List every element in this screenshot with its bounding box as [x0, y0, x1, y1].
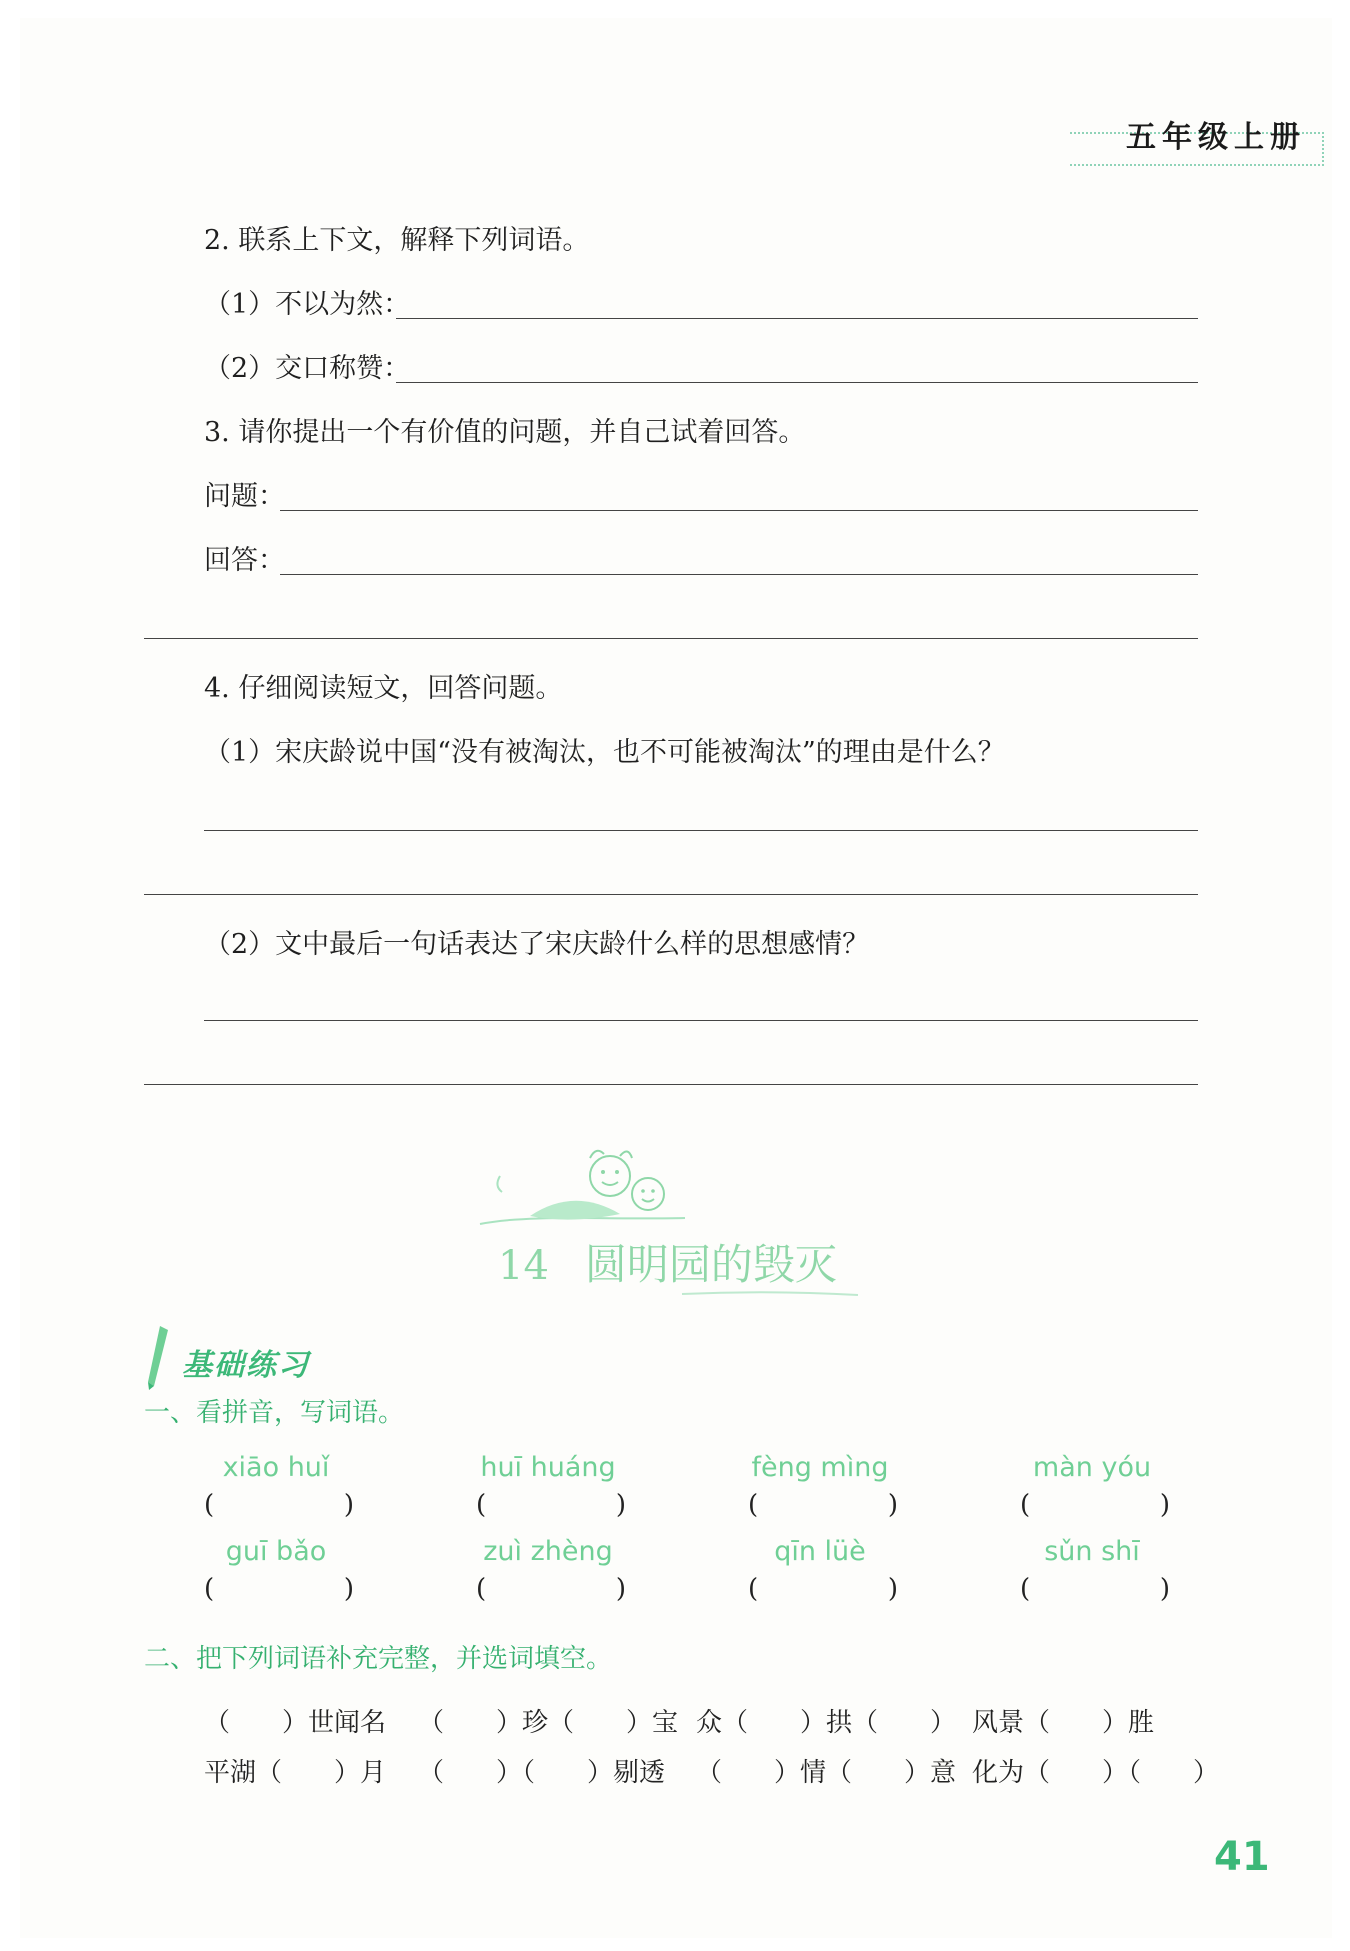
question-3-question-label: 问题：	[204, 481, 285, 512]
answer-line-3-question[interactable]	[280, 510, 1198, 511]
question-4: 4. 仔细阅读短文，回答问题。	[204, 673, 563, 704]
pinyin-item: fèng mìng	[751, 1452, 889, 1483]
idiom-blank-item[interactable]: 风景（ ）胜	[972, 1708, 1155, 1738]
answer-line-4-1b[interactable]	[144, 894, 1198, 895]
question-3: 3. 请你提出一个有价值的问题，并自己试着回答。	[204, 417, 806, 448]
lesson-title: 圆明园的毁灭	[584, 1240, 837, 1289]
question-4-2: （2）文中最后一句话表达了宋庆龄什么样的思想感情？	[204, 929, 870, 960]
title-underline	[680, 1290, 860, 1298]
pinyin-item: qīn lüè	[774, 1536, 866, 1567]
idiom-blank-item[interactable]: 化为（ ）（ ）	[972, 1758, 1220, 1788]
pencil-icon	[144, 1324, 172, 1390]
pinyin-item: xiāo huǐ	[222, 1452, 330, 1483]
idiom-blank-item[interactable]: （ ）世闻名	[204, 1708, 387, 1738]
grade-label: 五年级上册	[1126, 120, 1306, 155]
answer-line-2-1[interactable]	[396, 318, 1198, 319]
pinyin-item: guī bǎo	[225, 1536, 327, 1567]
part-1-heading: 一、看拼音，写词语。	[144, 1398, 405, 1428]
question-4-1: （1）宋庆龄说中国“没有被淘汰，也不可能被淘汰”的理由是什么？	[204, 737, 1005, 768]
question-2-1: （1）不以为然：	[204, 289, 411, 320]
answer-box[interactable]: ( )	[748, 1574, 898, 1604]
section-title: 基础练习	[182, 1348, 310, 1383]
page-number: 41	[1214, 1834, 1270, 1880]
children-illustration	[470, 1136, 700, 1236]
answer-line-4-1a[interactable]	[204, 830, 1198, 831]
answer-box[interactable]: ( )	[204, 1574, 354, 1604]
idiom-blank-item[interactable]: 众（ ）拱（ ）	[696, 1708, 957, 1738]
answer-box[interactable]: ( )	[1020, 1574, 1170, 1604]
lesson-number: 14	[498, 1243, 549, 1289]
pinyin-item: huī huáng	[480, 1452, 616, 1483]
answer-line-3-extra[interactable]	[144, 638, 1198, 639]
answer-box[interactable]: ( )	[476, 1490, 626, 1520]
answer-line-3-answer[interactable]	[280, 574, 1198, 575]
idiom-blank-item[interactable]: 平湖（ ）月	[204, 1758, 387, 1788]
lesson-heading	[498, 1232, 837, 1292]
pinyin-item: sǔn shī	[1044, 1536, 1140, 1567]
question-3-answer-label: 回答：	[204, 545, 285, 576]
part-2-heading: 二、把下列词语补充完整，并选词填空。	[144, 1644, 613, 1674]
idiom-blank-item[interactable]: （ ）情（ ）意	[696, 1758, 957, 1788]
question-2: 2. 联系上下文，解释下列词语。	[204, 225, 590, 256]
answer-line-4-2a[interactable]	[204, 1020, 1198, 1021]
pinyin-item: màn yóu	[1032, 1452, 1152, 1483]
question-2-2: （2）交口称赞：	[204, 353, 411, 384]
answer-box[interactable]: ( )	[204, 1490, 354, 1520]
pinyin-item: zuì zhèng	[483, 1536, 613, 1567]
answer-box[interactable]: ( )	[748, 1490, 898, 1520]
answer-box[interactable]: ( )	[476, 1574, 626, 1604]
answer-box[interactable]: ( )	[1020, 1490, 1170, 1520]
idiom-blank-item[interactable]: （ ）（ ）剔透	[418, 1758, 666, 1788]
idiom-blank-item[interactable]: （ ）珍（ ）宝	[418, 1708, 679, 1738]
answer-line-4-2b[interactable]	[144, 1084, 1198, 1085]
answer-line-2-2[interactable]	[396, 382, 1198, 383]
